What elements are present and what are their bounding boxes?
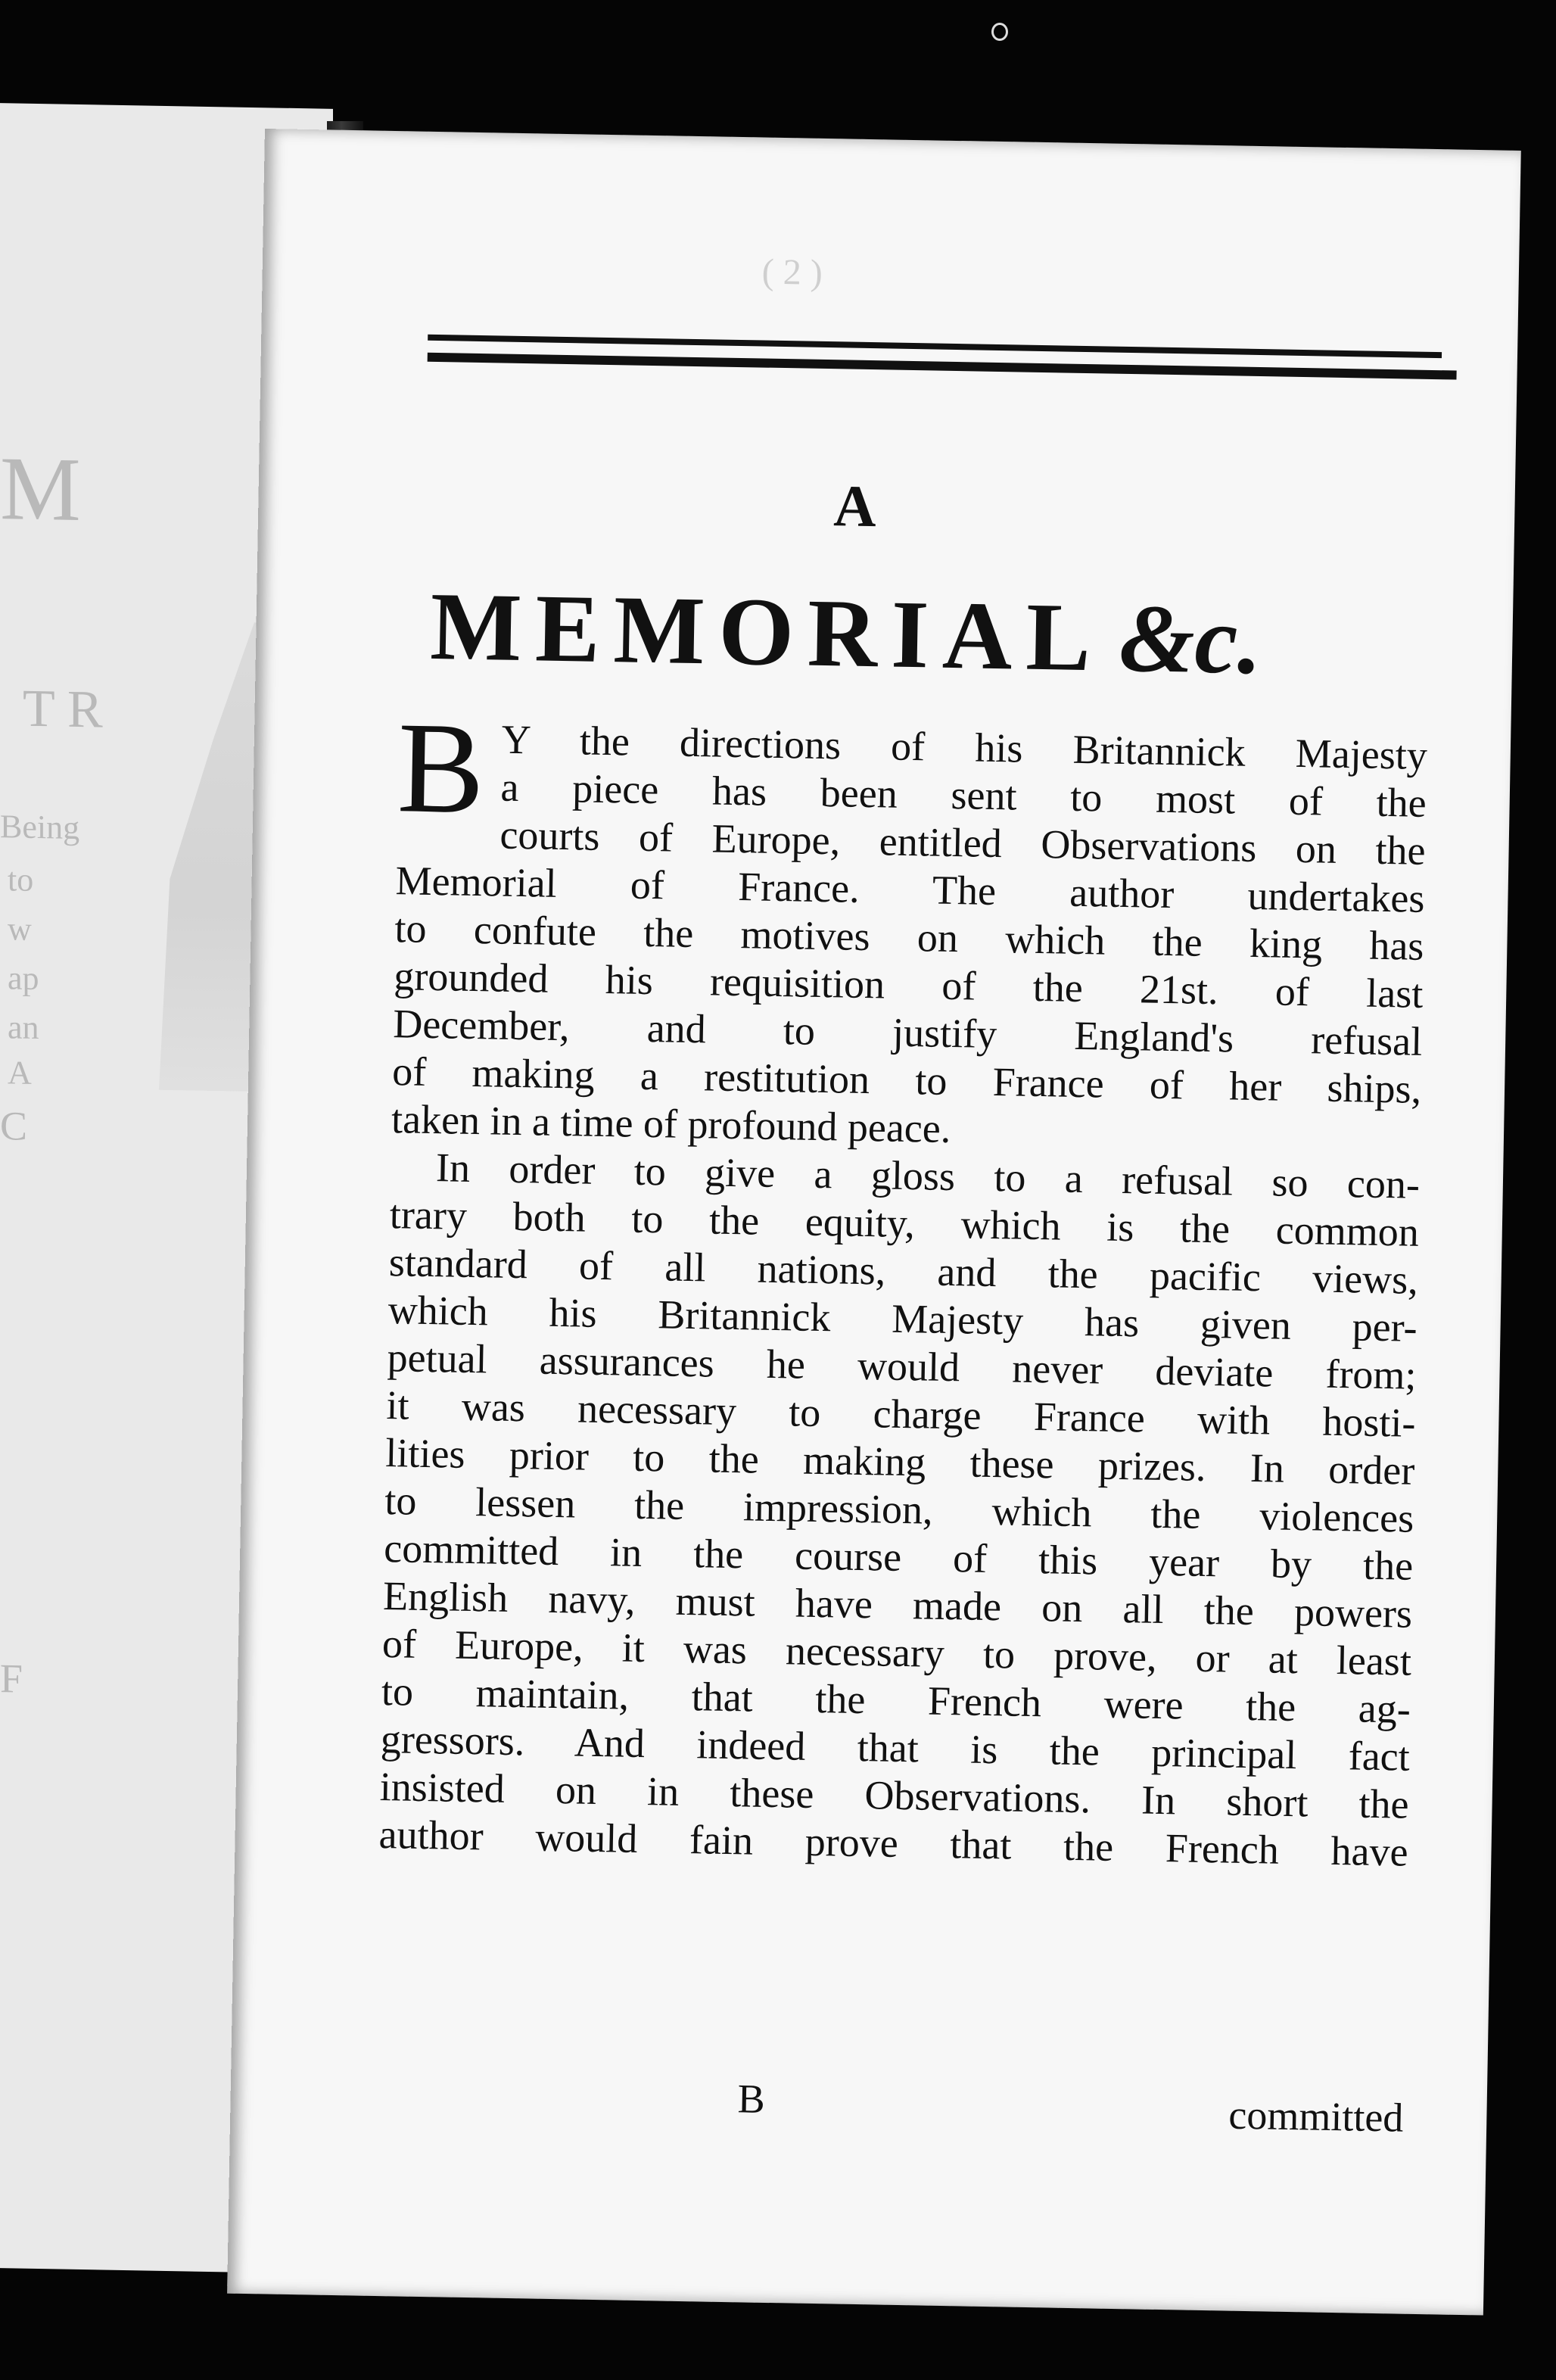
text-line: lities prior to the making these prizes. In order <box>384 1430 1415 1494</box>
text-line: courts of Europe, entitled Observations on the <box>499 812 1427 874</box>
body-text <box>378 696 1428 1877</box>
text-line: which his Britannick Majesty has given per- <box>387 1287 1418 1350</box>
fragment: Being <box>0 808 80 846</box>
text-line: In order to give a gloss to a refusal so con- <box>435 1145 1421 1207</box>
text-line: trary both to the equity, which is the common <box>389 1192 1420 1255</box>
fragment: T R <box>23 679 103 740</box>
text-line: a piece has been sent to most of the <box>500 764 1427 826</box>
page-footer <box>374 2069 1404 2140</box>
text-line: of making a restitution to France of her ships, <box>391 1048 1422 1112</box>
right-page <box>227 129 1521 2316</box>
page-title <box>429 571 1262 696</box>
text-line: December, and to justify England's refusal <box>392 1001 1423 1064</box>
text-line: of Europe, it was necessary to prove, or at least <box>381 1621 1412 1684</box>
paragraph-2 <box>378 1143 1420 1877</box>
text-line: standard of all nations, and the pacific views, <box>388 1239 1419 1303</box>
text-line: petual assurances he would never deviate from; <box>387 1335 1418 1398</box>
running-head: ( 2 ) <box>761 251 823 293</box>
fragment: A <box>8 1054 32 1092</box>
drop-cap: B <box>396 696 486 842</box>
text-line: grounded his requisition of the 21st. of last <box>393 953 1424 1017</box>
text-line: English navy, must have made on all the powers <box>382 1573 1413 1637</box>
text-line: to lessen the impression, which the violences <box>384 1478 1414 1541</box>
text-line: Memorial of France. The author undertakes <box>395 858 1426 921</box>
text-line: to maintain, that the French were the ag- <box>381 1668 1411 1732</box>
fragment: an <box>8 1008 39 1047</box>
text-line: committed in the course of this year by the <box>383 1525 1414 1589</box>
text-line: insisted on in these Observations. In short the <box>379 1763 1410 1827</box>
text-line: author would fain prove that the French have <box>378 1811 1409 1875</box>
fragment: to <box>8 861 34 899</box>
signature-mark: B <box>737 2076 766 2122</box>
scan-mark <box>991 23 1008 41</box>
fragment: w <box>8 910 32 948</box>
fragment: F <box>0 1656 23 1702</box>
head-rule-bottom <box>428 353 1457 380</box>
text-line: Y the directions of his Britannick Majesty <box>501 716 1428 778</box>
catchword: committed <box>1228 2092 1404 2141</box>
text-line: taken in a time of profound peace. <box>391 1096 951 1152</box>
title-etc: &c. <box>1118 584 1263 695</box>
title-article: A <box>832 472 877 540</box>
text-line: gressors. And indeed that is the principal fact <box>380 1715 1411 1780</box>
text-line: to confute the motives on which the king has <box>394 905 1424 969</box>
paragraph-1 <box>391 696 1428 1161</box>
title-word: MEMORIAL <box>429 572 1106 692</box>
fragment: M <box>0 438 81 540</box>
fragment: ap <box>8 959 39 998</box>
text-line: it was necessary to charge France with hosti- <box>386 1382 1416 1446</box>
fragment: C <box>0 1103 28 1149</box>
